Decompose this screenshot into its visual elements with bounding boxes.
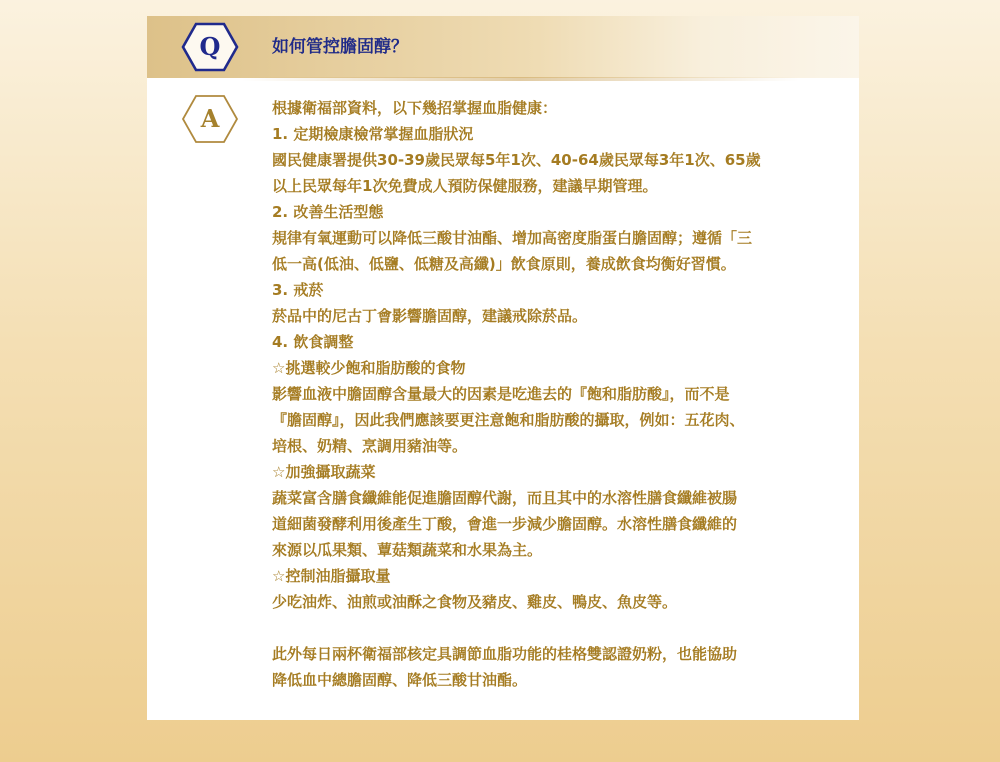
answer-line: 2. 改善生活型態 (272, 203, 384, 221)
answer-line: 根據衛福部資料，以下幾招掌握血脂健康： (272, 99, 558, 117)
answer-line: 蔬菜富含膳食纖維能促進膽固醇代謝，而且其中的水溶性膳食纖維被腸 (272, 489, 738, 507)
answer-line: ☆加強攝取蔬菜 (272, 463, 376, 481)
answer-line: 低一高(低油、低鹽、低糖及高纖)」飲食原則，養成飲食均衡好習慣。 (272, 255, 736, 273)
answer-line: 3. 戒菸 (272, 281, 324, 299)
answer-body (272, 95, 847, 693)
paragraph-gap (272, 615, 847, 641)
answer-line: 道細菌發酵利用後產生丁酸，會進一步減少膽固醇。水溶性膳食纖維的 (272, 515, 738, 533)
answer-line: 1. 定期檢康檢常掌握血脂狀況 (272, 125, 474, 143)
answer-line: 培根、奶精、烹調用豬油等。 (272, 437, 468, 455)
answer-line: 菸品中的尼古丁會影響膽固醇，建議戒除菸品。 (272, 307, 588, 325)
hexagon-a-icon (181, 94, 239, 144)
faq-card (147, 16, 859, 720)
answer-line: 少吃油炸、油煎或油酥之食物及豬皮、雞皮、鴨皮、魚皮等。 (272, 593, 678, 611)
answer-line: 4. 飲食調整 (272, 333, 354, 351)
closing-line: 降低血中總膽固醇、降低三酸甘油酯。 (272, 671, 528, 689)
answer-line: 國民健康署提供30-39歲民眾每5年1次、40-64歲民眾每3年1次、65歲 (272, 151, 761, 169)
answer-line: 來源以瓜果類、蕈菇類蔬菜和水果為主。 (272, 541, 543, 559)
answer-line: 以上民眾每年1次免費成人預防保健服務，建議早期管理。 (272, 177, 658, 195)
answer-line: 影響血液中膽固醇含量最大的因素是吃進去的『飽和脂肪酸』，而不是 (272, 385, 730, 403)
answer-line: 規律有氧運動可以降低三酸甘油酯、增加高密度脂蛋白膽固醇；遵循「三 (272, 229, 753, 247)
answer-line: ☆控制油脂攝取量 (272, 567, 391, 585)
answer-icon-letter: A (200, 104, 220, 133)
answer-line: 『膽固醇』，因此我們應該要更注意飽和脂肪酸的攝取，例如：五花肉、 (272, 411, 745, 429)
answer-line: ☆挑選較少飽和脂肪酸的食物 (272, 359, 466, 377)
question-bar (147, 16, 859, 78)
hexagon-q-icon (181, 22, 239, 72)
question-title: 如何管控膽固醇？ (272, 37, 408, 57)
closing-line: 此外每日兩杯衛福部核定具調節血脂功能的桂格雙認證奶粉，也能協助 (272, 645, 738, 663)
question-icon-letter: Q (199, 32, 221, 61)
